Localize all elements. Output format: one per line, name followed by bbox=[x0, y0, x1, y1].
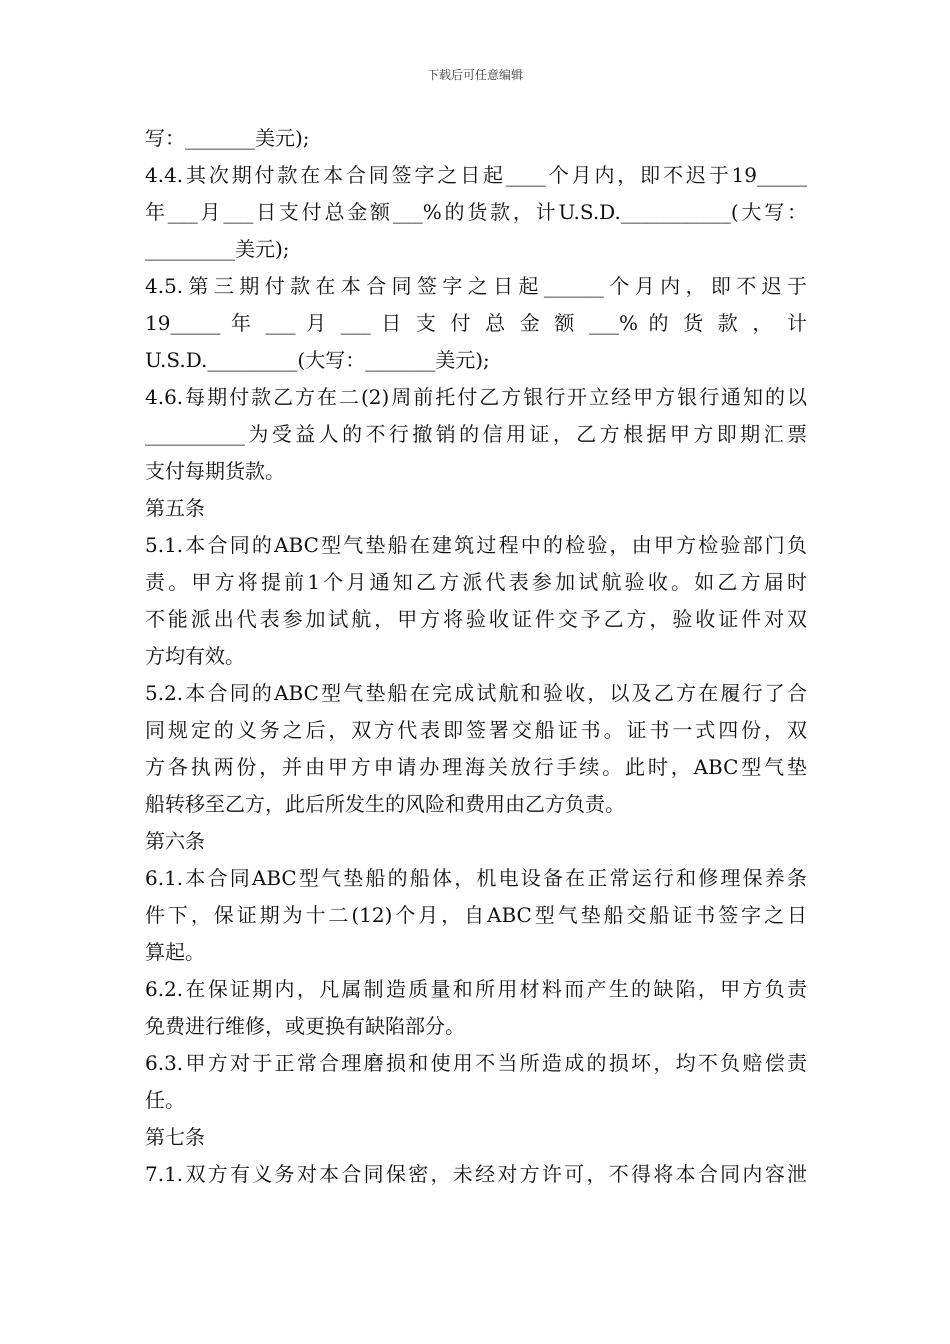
section-heading: 第五条 bbox=[145, 496, 205, 520]
text-line: 不能派出代表参加试航，甲方将验收证件交予乙方，验收证件对双 bbox=[145, 607, 807, 631]
text-line: 写：_______美元); bbox=[145, 126, 310, 150]
text-line: 5.1.本合同的ABC型气垫船在建筑过程中的检验，由甲方检验部门负 bbox=[145, 533, 807, 557]
text-line: 方均有效。 bbox=[145, 644, 245, 668]
text-line: 任。 bbox=[145, 1088, 185, 1112]
text-line: 免费进行维修，或更换有缺陷部分。 bbox=[145, 1014, 465, 1038]
document-body bbox=[145, 120, 807, 1193]
text-line: 责。甲方将提前1个月通知乙方派代表参加试航验收。如乙方届时 bbox=[145, 570, 807, 594]
page-header: 下载后可任意编辑 bbox=[426, 68, 523, 82]
text-line: 算起。 bbox=[145, 940, 205, 964]
text-line: 方各执两份，并由甲方申请办理海关放行手续。此时，ABC型气垫 bbox=[145, 755, 807, 779]
text-line: _________美元); bbox=[145, 237, 290, 261]
text-line: U.S.D._________(大写：_______美元); bbox=[145, 348, 490, 372]
text-line: 7.1.双方有义务对本合同保密，未经对方许可，不得将本合同内容泄 bbox=[145, 1162, 807, 1186]
text-line: 年___月___日支付总金额___%的货款，计U.S.D.___________(大写： bbox=[145, 200, 807, 224]
text-line: 19_____ 年 ___ 月 ___ 日 支 付 总 金 额 ___% 的 货 款 ， 计 bbox=[145, 311, 807, 335]
text-line: 6.2.在保证期内，凡属制造质量和所用材料而产生的缺陷，甲方负责 bbox=[145, 977, 807, 1001]
text-line: 件下，保证期为十二(12)个月，自ABC型气垫船交船证书签字之日 bbox=[145, 903, 807, 927]
text-line: 6.3.甲方对于正常合理磨损和使用不当所造成的损坏，均不负赔偿责 bbox=[145, 1051, 807, 1075]
text-line: 支付每期货款。 bbox=[145, 459, 285, 483]
text-line: 船转移至乙方，此后所发生的风险和费用由乙方负责。 bbox=[145, 792, 625, 816]
section-heading: 第七条 bbox=[145, 1125, 205, 1149]
text-line: 同规定的义务之后，双方代表即签署交船证书。证书一式四份，双 bbox=[145, 718, 807, 742]
text-line: 6.1.本合同ABC型气垫船的船体，机电设备在正常运行和修理保养条 bbox=[145, 866, 807, 890]
text-line: __________为受益人的不行撤销的信用证，乙方根据甲方即期汇票 bbox=[145, 422, 807, 446]
text-line: 4.6.每期付款乙方在二(2)周前托付乙方银行开立经甲方银行通知的以 bbox=[145, 385, 807, 409]
text-line: 5.2.本合同的ABC型气垫船在完成试航和验收，以及乙方在履行了合 bbox=[145, 681, 807, 705]
section-heading: 第六条 bbox=[145, 829, 205, 853]
text-line: 4.4.其次期付款在本合同签字之日起____个月内，即不迟于19_____ bbox=[145, 163, 807, 187]
text-line: 4.5.第三期付款在本合同签字之日起______个月内，即不迟于 bbox=[145, 274, 807, 298]
